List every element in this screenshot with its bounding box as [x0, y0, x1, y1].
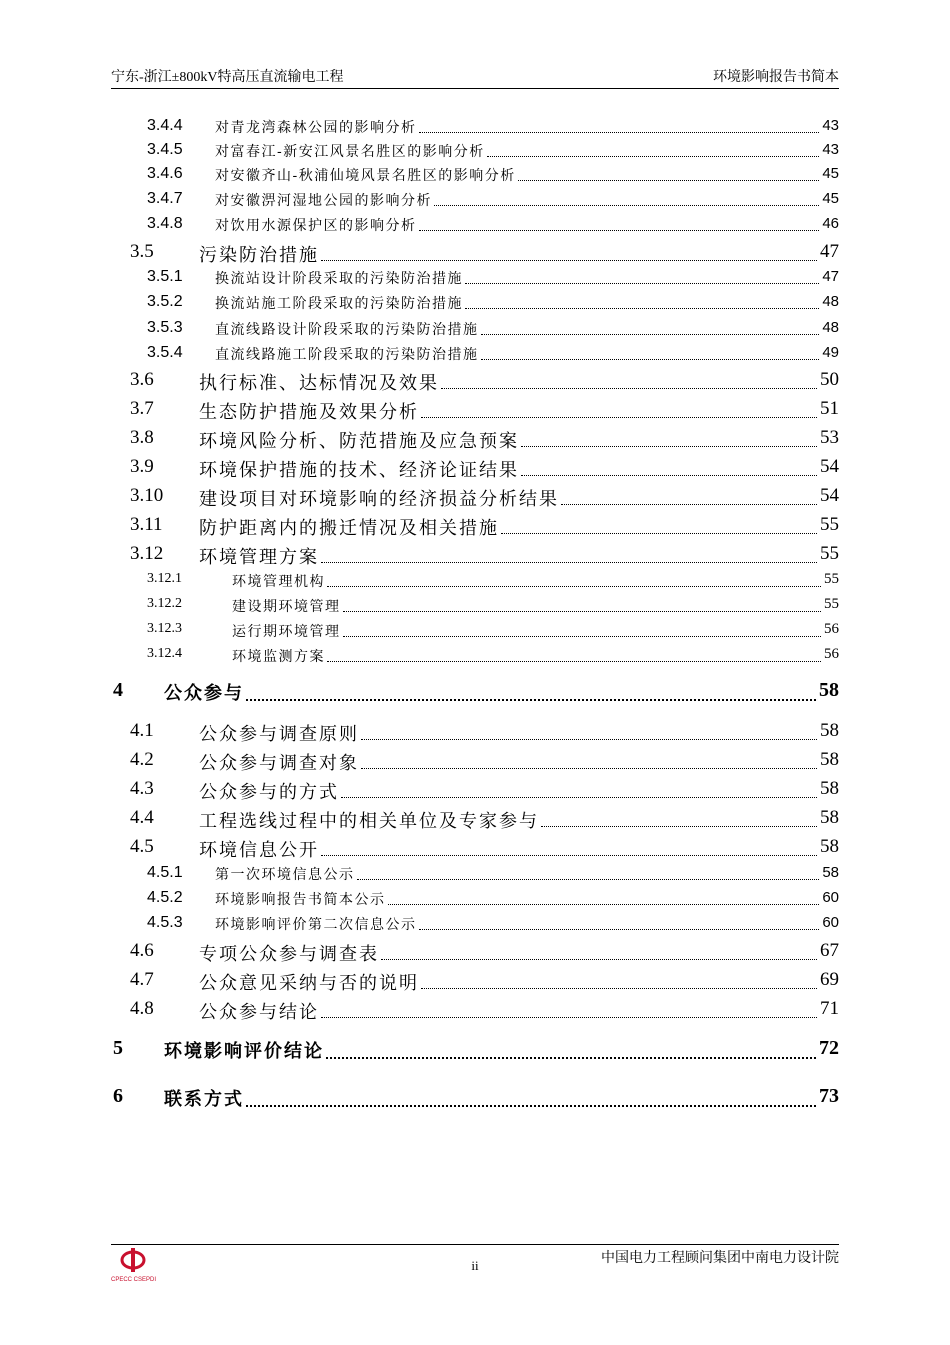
toc-entry-page: 51 — [820, 398, 839, 419]
toc-entry-number: 4.3 — [130, 778, 154, 799]
toc-entry[interactable] — [0, 998, 950, 1022]
toc-entry[interactable] — [0, 398, 950, 422]
toc-entry[interactable] — [0, 1085, 950, 1111]
header-document-type: 环境影响报告书简本 — [713, 70, 839, 85]
toc-entry-page: 55 — [824, 571, 839, 587]
toc-dot-leader — [419, 914, 819, 930]
toc-entry-number: 3.5.3 — [147, 319, 183, 336]
toc-entry-title: 对安徽淠河湿地公园的影响分析 — [215, 193, 432, 209]
toc-entry-number: 3.5.2 — [147, 293, 183, 310]
toc-entry-number: 4.8 — [130, 998, 154, 1019]
toc-dot-leader — [246, 679, 816, 701]
toc-entry-page: 54 — [820, 485, 839, 506]
toc-entry-page: 54 — [820, 456, 839, 477]
toc-entry-title: 公众参与调查原则 — [199, 724, 359, 745]
toc-entry-page: 47 — [820, 241, 839, 262]
toc-entry[interactable] — [0, 679, 950, 705]
toc-entry-page: 50 — [820, 369, 839, 390]
toc-entry-title: 环境风险分析、防范措施及应急预案 — [199, 431, 519, 452]
toc-entry-title: 防护距离内的搬迁情况及相关措施 — [199, 518, 499, 539]
toc-entry-number: 3.12 — [130, 543, 164, 564]
toc-entry[interactable] — [0, 427, 950, 451]
toc-dot-leader — [421, 969, 817, 989]
toc-entry-page: 73 — [819, 1085, 839, 1107]
toc-entry-page: 60 — [822, 889, 839, 906]
toc-dot-leader — [541, 807, 817, 827]
toc-entry-number: 3.4.7 — [147, 190, 183, 207]
toc-entry[interactable] — [0, 369, 950, 393]
toc-entry-title: 执行标准、达标情况及效果 — [199, 373, 439, 394]
footer-organization: 中国电力工程顾问集团中南电力设计院 — [601, 1251, 839, 1266]
toc-entry-page: 55 — [824, 596, 839, 612]
toc-entry-title: 公众参与调查对象 — [199, 753, 359, 774]
toc-entry-number: 3.4.8 — [147, 215, 183, 232]
toc-entry-page: 58 — [820, 720, 839, 741]
toc-entry[interactable] — [0, 1037, 950, 1063]
toc-entry-number: 4.4 — [130, 807, 154, 828]
toc-entry-page: 55 — [820, 514, 839, 535]
toc-dot-leader — [434, 190, 819, 206]
toc-entry-title: 污染防治措施 — [199, 245, 319, 266]
toc-entry-page: 58 — [820, 836, 839, 857]
toc-entry-page: 56 — [824, 621, 839, 637]
toc-entry-title: 环境影响评价结论 — [164, 1041, 324, 1062]
toc-entry[interactable] — [0, 720, 950, 744]
toc-entry[interactable] — [0, 807, 950, 831]
toc-entry-page: 43 — [822, 141, 839, 158]
toc-entry-title: 环境信息公开 — [199, 840, 319, 861]
toc-entry-title: 公众参与的方式 — [199, 782, 339, 803]
toc-entry-page: 45 — [822, 165, 839, 182]
toc-entry[interactable] — [0, 596, 950, 616]
page-number: ii — [471, 1258, 479, 1273]
toc-entry-title: 工程选线过程中的相关单位及专家参与 — [199, 811, 539, 832]
toc-dot-leader — [357, 864, 819, 880]
toc-dot-leader — [361, 749, 817, 769]
toc-entry-number: 4.5.3 — [147, 914, 183, 931]
toc-entry[interactable] — [0, 241, 950, 265]
toc-dot-leader — [521, 456, 817, 476]
toc-entry-page: 48 — [822, 319, 839, 336]
toc-dot-leader — [521, 427, 817, 447]
toc-entry-number: 3.10 — [130, 485, 164, 506]
toc-dot-leader — [501, 514, 817, 534]
toc-dot-leader — [419, 215, 819, 231]
toc-entry-page: 43 — [822, 117, 839, 134]
toc-dot-leader — [419, 117, 819, 133]
toc-entry-number: 3.9 — [130, 456, 154, 477]
toc-dot-leader — [343, 596, 821, 612]
toc-entry-page: 58 — [820, 807, 839, 828]
toc-entry-number: 4.5.1 — [147, 864, 183, 881]
toc-entry-title: 环境影响评价第二次信息公示 — [215, 917, 417, 933]
toc-entry-number: 4.2 — [130, 749, 154, 770]
toc-entry-page: 58 — [822, 864, 839, 881]
toc-dot-leader — [481, 319, 819, 335]
toc-entry[interactable] — [0, 344, 950, 364]
toc-entry-number: 3.7 — [130, 398, 154, 419]
toc-entry-title: 联系方式 — [164, 1089, 244, 1110]
toc-entry[interactable] — [0, 141, 950, 161]
toc-entry-number: 4.7 — [130, 969, 154, 990]
header-project-title: 宁东-浙江±800kV特高压直流输电工程 — [111, 70, 344, 85]
toc-dot-leader — [561, 485, 817, 505]
toc-entry-title: 直流线路设计阶段采取的污染防治措施 — [215, 322, 479, 338]
toc-entry[interactable] — [0, 514, 950, 538]
toc-dot-leader — [341, 778, 817, 798]
toc-entry-number: 3.6 — [130, 369, 154, 390]
toc-entry-number: 3.5.1 — [147, 268, 183, 285]
toc-dot-leader — [421, 398, 817, 418]
toc-entry-page: 55 — [820, 543, 839, 564]
toc-entry[interactable] — [0, 571, 950, 591]
toc-entry[interactable] — [0, 456, 950, 480]
toc-dot-leader — [381, 940, 817, 960]
toc-entry-number: 3.4.4 — [147, 117, 183, 134]
toc-entry-number: 3.8 — [130, 427, 154, 448]
toc-dot-leader — [465, 268, 819, 284]
toc-entry-title: 环境保护措施的技术、经济论证结果 — [199, 460, 519, 481]
toc-entry[interactable] — [0, 778, 950, 802]
logo-lettering: CPECC CSEPDI — [111, 1277, 157, 1283]
toc-entry-number: 3.4.5 — [147, 141, 183, 158]
toc-entry-title: 公众参与结论 — [199, 1002, 319, 1023]
toc-entry-page: 58 — [820, 778, 839, 799]
toc-entry-page: 49 — [822, 344, 839, 361]
toc-entry-page: 69 — [820, 969, 839, 990]
toc-entry-number: 4.1 — [130, 720, 154, 741]
toc-entry[interactable] — [0, 117, 950, 137]
toc-entry-title: 对富春江-新安江风景名胜区的影响分析 — [215, 144, 485, 160]
toc-entry-page: 71 — [820, 998, 839, 1019]
toc-entry-number: 3.12.3 — [147, 621, 182, 636]
toc-entry-title: 专项公众参与调查表 — [199, 944, 379, 965]
toc-entry-page: 56 — [824, 646, 839, 662]
toc-entry-number: 4.5.2 — [147, 889, 183, 906]
toc-entry-page: 46 — [822, 215, 839, 232]
toc-entry-page: 45 — [822, 190, 839, 207]
toc-entry[interactable] — [0, 864, 950, 884]
toc-entry-title: 换流站施工阶段采取的污染防治措施 — [215, 296, 463, 312]
toc-dot-leader — [441, 369, 817, 389]
toc-entry-number: 3.5.4 — [147, 344, 183, 361]
toc-entry[interactable] — [0, 293, 950, 313]
toc-entry-title: 运行期环境管理 — [232, 624, 341, 640]
toc-entry-title: 换流站设计阶段采取的污染防治措施 — [215, 271, 463, 287]
toc-dot-leader — [321, 241, 817, 261]
toc-entry-number: 4 — [113, 679, 123, 701]
toc-entry-title: 对饮用水源保护区的影响分析 — [215, 218, 417, 234]
page-header — [111, 62, 839, 89]
toc-entry[interactable] — [0, 646, 950, 666]
toc-entry-page: 48 — [822, 293, 839, 310]
toc-entry-title: 公众参与 — [164, 683, 244, 704]
toc-entry[interactable] — [0, 836, 950, 860]
toc-entry-title: 直流线路施工阶段采取的污染防治措施 — [215, 347, 479, 363]
toc-dot-leader — [321, 836, 817, 856]
toc-entry[interactable] — [0, 268, 950, 288]
toc-dot-leader — [327, 571, 821, 587]
toc-entry-number: 3.12.1 — [147, 571, 182, 586]
toc-entry[interactable] — [0, 485, 950, 509]
toc-entry-title: 公众意见采纳与否的说明 — [199, 973, 419, 994]
toc-dot-leader — [518, 165, 819, 181]
toc-entry-number: 3.12.2 — [147, 596, 182, 611]
toc-entry-page: 58 — [820, 749, 839, 770]
toc-entry-title: 环境管理机构 — [232, 574, 325, 590]
toc-dot-leader — [246, 1085, 816, 1107]
toc-entry-page: 47 — [822, 268, 839, 285]
toc-entry[interactable] — [0, 543, 950, 567]
toc-dot-leader — [327, 646, 821, 662]
toc-dot-leader — [388, 889, 819, 905]
toc-entry-page: 67 — [820, 940, 839, 961]
toc-entry[interactable] — [0, 190, 950, 210]
toc-dot-leader — [361, 720, 817, 740]
toc-dot-leader — [321, 543, 817, 563]
toc-entry[interactable] — [0, 165, 950, 185]
toc-dot-leader — [326, 1037, 816, 1059]
toc-entry-page: 53 — [820, 427, 839, 448]
toc-entry[interactable] — [0, 889, 950, 909]
toc-entry-page: 60 — [822, 914, 839, 931]
footer-divider — [111, 1244, 839, 1245]
toc-dot-leader — [343, 621, 821, 637]
toc-entry-title: 第一次环境信息公示 — [215, 867, 355, 883]
toc-entry-title: 环境管理方案 — [199, 547, 319, 568]
toc-entry-page: 72 — [819, 1037, 839, 1059]
toc-dot-leader — [481, 344, 819, 360]
toc-entry-title: 环境影响报告书简本公示 — [215, 892, 386, 908]
toc-entry-number: 3.5 — [130, 241, 154, 262]
toc-entry[interactable] — [0, 621, 950, 641]
toc-entry-title: 建设项目对环境影响的经济损益分析结果 — [199, 489, 559, 510]
toc-entry-title: 环境监测方案 — [232, 649, 325, 665]
toc-entry-title: 建设期环境管理 — [232, 599, 341, 615]
toc-entry-title: 对安徽齐山-秋浦仙境风景名胜区的影响分析 — [215, 168, 516, 184]
toc-entry[interactable] — [0, 749, 950, 773]
toc-entry[interactable] — [0, 914, 950, 934]
toc-entry[interactable] — [0, 319, 950, 339]
toc-dot-leader — [465, 293, 819, 309]
toc-dot-leader — [487, 141, 819, 157]
toc-entry-number: 5 — [113, 1037, 123, 1059]
toc-entry-number: 4.6 — [130, 940, 154, 961]
toc-entry[interactable] — [0, 940, 950, 964]
toc-entry-number: 3.4.6 — [147, 165, 183, 182]
toc-entry-page: 58 — [819, 679, 839, 701]
toc-entry-number: 3.12.4 — [147, 646, 182, 661]
toc-entry-number: 3.11 — [130, 514, 163, 535]
toc-entry-number: 4.5 — [130, 836, 154, 857]
toc-dot-leader — [321, 998, 817, 1018]
toc-entry-title: 生态防护措施及效果分析 — [199, 402, 419, 423]
toc-entry-title: 对青龙湾森林公园的影响分析 — [215, 120, 417, 136]
toc-entry[interactable] — [0, 215, 950, 235]
toc-entry[interactable] — [0, 969, 950, 993]
toc-entry-number: 6 — [113, 1085, 123, 1107]
